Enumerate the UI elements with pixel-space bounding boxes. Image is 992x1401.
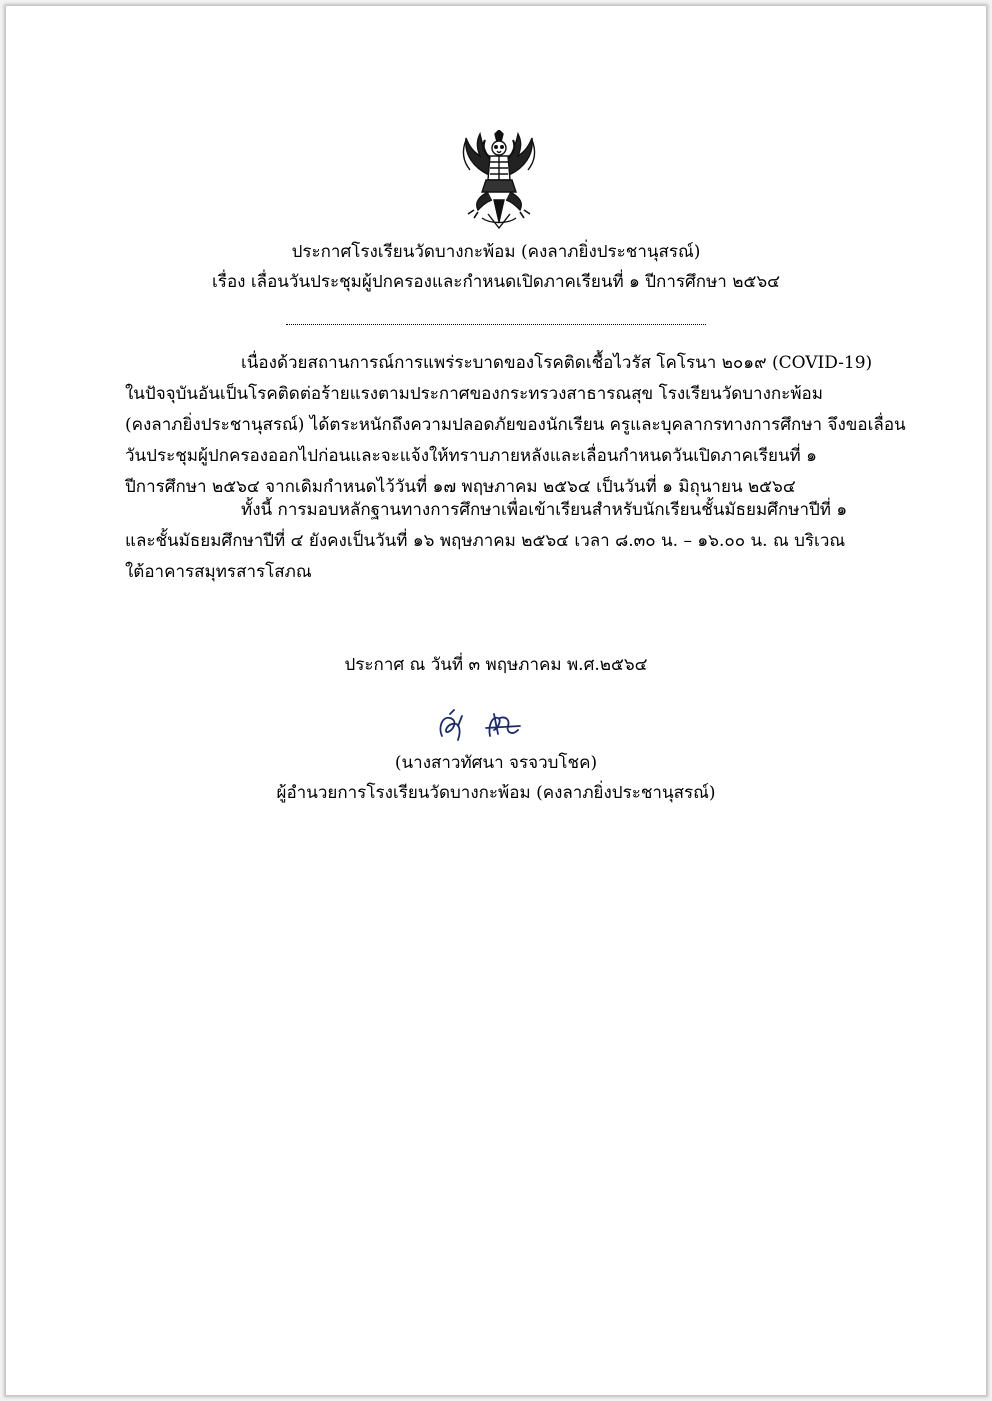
signer-name: (นางสาวทัศนา จรจวบโชค) xyxy=(394,753,598,773)
body-line: ปีการศึกษา ๒๕๖๔ จากเดิมกำหนดไว้วันที่ ๑๗ พฤษภาคม ๒๕๖๔ เป็นวันที่ ๑ มิถุนายน ๒๕๖๔ xyxy=(125,477,796,497)
body-line: (คงลาภยิ่งประชานุสรณ์) ได้ตระหนักถึงความปลอดภัยของนักเรียน ครูและบุคลากรทางการศึกษา จึงขอเลื่อน xyxy=(125,415,906,435)
body-line: ในปัจจุบันอันเป็นโรคติดต่อร้ายแรงตามประกาศของกระทรวงสาธารณสุข โรงเรียนวัดบางกะพ้อม xyxy=(125,384,823,404)
announcement-date: ประกาศ ณ วันที่ ๓ พฤษภาคม พ.ศ.๒๕๖๔ xyxy=(344,655,648,675)
handwritten-signature xyxy=(428,706,548,746)
signer-position: ผู้อำนวยการโรงเรียนวัดบางกะพ้อม (คงลาภยิ่งประชานุสรณ์) xyxy=(276,783,716,803)
dotted-divider xyxy=(286,314,706,325)
body-line: ใต้อาคารสมุทรสารโสภณ xyxy=(125,562,312,582)
body-line: และชั้นมัธยมศึกษาปีที่ ๔ ยังคงเป็นวันที่ ๑๖ พฤษภาคม ๒๕๖๔ เวลา ๘.๓๐ น. – ๑๖.๐๐ น. ณ บริเวณ xyxy=(125,531,846,551)
body-line: ทั้งนี้ การมอบหลักฐานทางการศึกษาเพื่อเข้าเรียนสำหรับนักเรียนชั้นมัธยมศึกษาปีที่ ๑ xyxy=(241,500,848,520)
document-page xyxy=(6,6,986,1395)
body-line: วันประชุมผู้ปกครองออกไปก่อนและจะแจ้งให้ทราบภายหลังและเลื่อนกำหนดวันเปิดภาคเรียนที่ ๑ xyxy=(125,446,817,466)
document-subject: เรื่อง เลื่อนวันประชุมผู้ปกครองและกำหนดเปิดภาคเรียนที่ ๑ ปีการศึกษา ๒๕๖๔ xyxy=(212,272,780,292)
document-title: ประกาศโรงเรียนวัดบางกะพ้อม (คงลาภยิ่งประชานุสรณ์) xyxy=(291,242,701,262)
garuda-emblem-icon xyxy=(444,130,554,230)
body-line: เนื่องด้วยสถานการณ์การแพร่ระบาดของโรคติดเชื้อไวรัส โคโรนา ๒๐๑๙ (COVID-19) xyxy=(241,353,873,373)
